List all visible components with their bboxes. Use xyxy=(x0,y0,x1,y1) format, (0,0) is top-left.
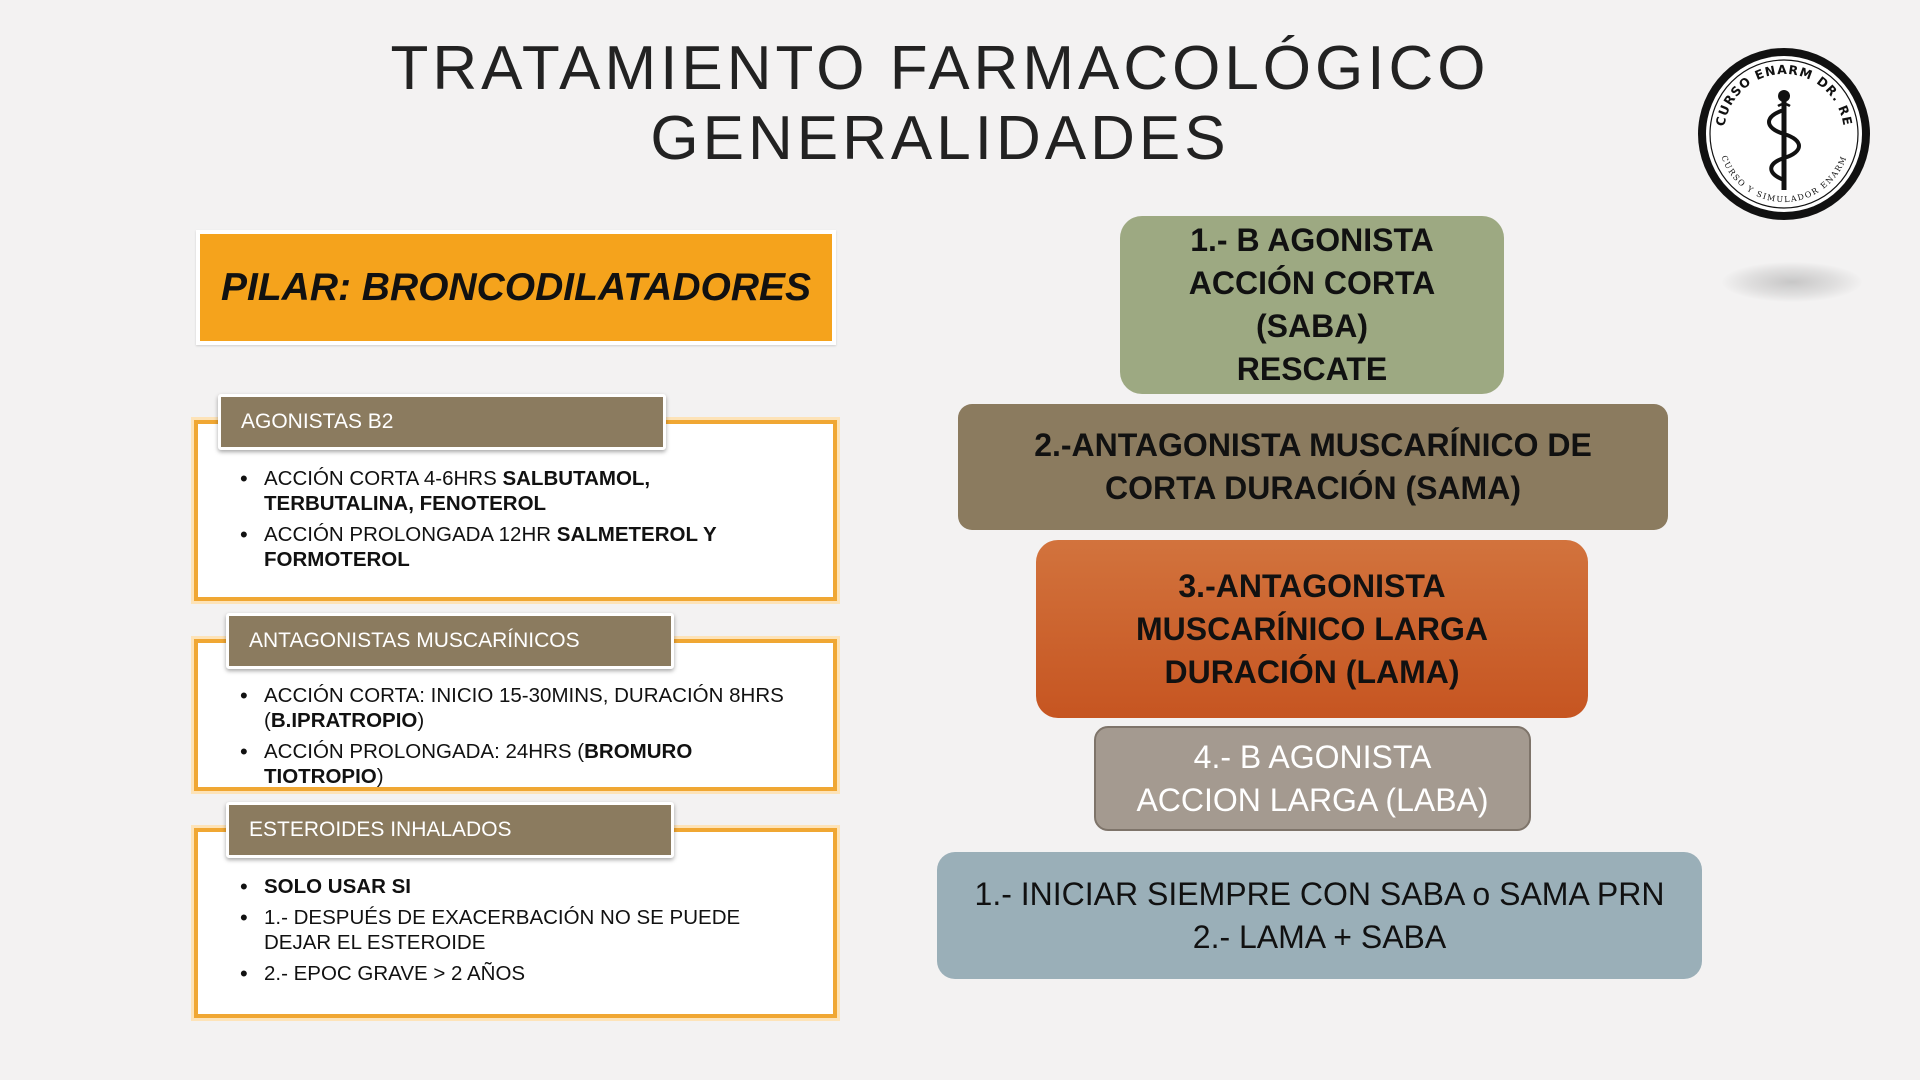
title-line-2: GENERALIDADES xyxy=(650,104,1230,173)
card-antagonistas xyxy=(194,629,837,791)
logo-top-text: CURSO ENARM DR. RE xyxy=(1712,61,1856,128)
card-header: ANTAGONISTAS MUSCARÍNICOS xyxy=(226,613,674,669)
card-list xyxy=(240,466,793,578)
list-item: • ACCIÓN CORTA: INICIO 15-30MINS, DURACIÓN 8HRS (B.IPRATROPIO) xyxy=(240,683,793,733)
step-lama-box: 3.-ANTAGONISTA MUSCARÍNICO LARGA DURACIÓN (LAMA) xyxy=(1036,540,1588,718)
list-item: • 1.- DESPUÉS DE EXACERBACIÓN NO SE PUEDE DEJAR EL ESTEROIDE xyxy=(240,905,793,955)
card-agonistas xyxy=(194,410,837,601)
list-item: • 2.- EPOC GRAVE > 2 AÑOS xyxy=(240,961,793,986)
list-item: • ACCIÓN PROLONGADA 12HR SALMETEROL Y FORMOTEROL xyxy=(240,522,793,572)
card-header: AGONISTAS B2 xyxy=(218,394,666,450)
step-saba-box: 1.- B AGONISTA ACCIÓN CORTA (SABA) RESCATE xyxy=(1120,216,1504,394)
logo-seal xyxy=(1694,44,1874,224)
page-title xyxy=(300,34,1580,174)
list-item: • ACCIÓN PROLONGADA: 24HRS (BROMURO TIOTROPIO) xyxy=(240,739,793,789)
step-sama-box: 2.-ANTAGONISTA MUSCARÍNICO DE CORTA DURACIÓN (SAMA) xyxy=(958,404,1668,530)
card-list xyxy=(240,874,793,992)
step-laba-box: 4.- B AGONISTA ACCION LARGA (LABA) xyxy=(1094,726,1531,831)
card-list xyxy=(240,683,793,795)
logo-bottom-text: CURSO Y SIMULADOR ENARM xyxy=(1719,154,1849,205)
card-esteroides xyxy=(194,818,837,1018)
title-line-1: TRATAMIENTO FARMACOLÓGICO xyxy=(390,34,1490,103)
logo-shadow xyxy=(1722,262,1862,302)
summary-box: 1.- INICIAR SIEMPRE CON SABA o SAMA PRN 2.- LAMA + SABA xyxy=(937,852,1702,979)
pilar-banner xyxy=(196,230,836,345)
pilar-label: PILAR: BRONCODILATADORES xyxy=(220,265,812,309)
list-item: • ACCIÓN CORTA 4-6HRS SALBUTAMOL, TERBUTALINA, FENOTEROL xyxy=(240,466,793,516)
list-item: • SOLO USAR SI xyxy=(240,874,793,899)
card-header: ESTEROIDES INHALADOS xyxy=(226,802,674,858)
